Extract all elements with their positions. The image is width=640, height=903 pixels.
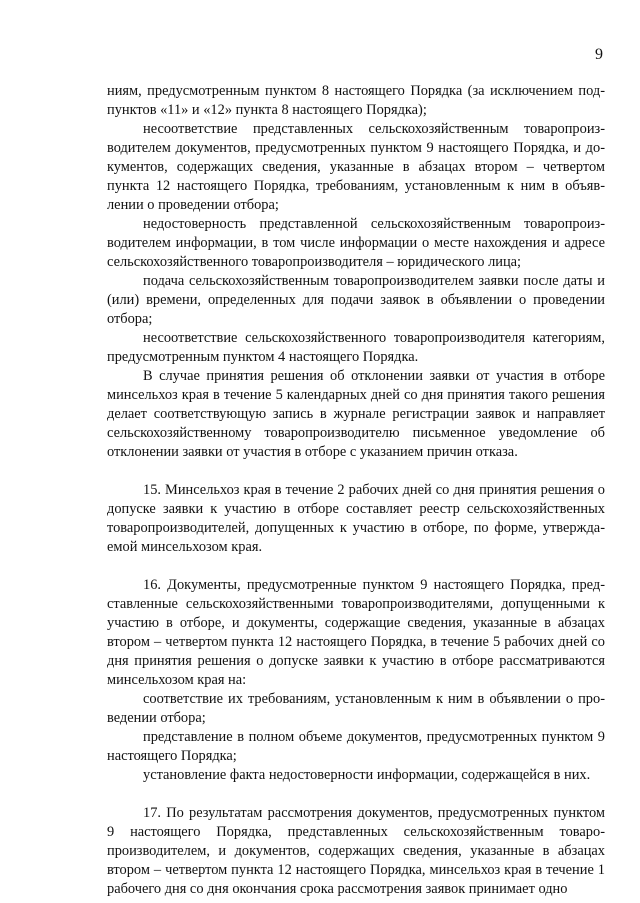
paragraph-completeness: представление в полном объеме документов, предусмотренных пунктом 9 настоящего Порядка; [107,729,605,764]
paragraph-continuation: ниям, предусмотренным пунктом 8 настоящего Порядка (за исключением подпунктов «11» и «12» пункта 8 настоящего Порядка); [107,83,605,118]
paragraph-clause-17: 17. По результатам рассмотрения документов, предусмотренных пунктом 9 настоящего Порядка, представленных сельскохозяйственным товаропроизводителем, и документов, содержащих сведения, указанные в абзацах втором – четвертом пункта 12 настоящего Порядка, минсельхоз края в течение 1 рабочего дня со дня окончания срока рассмотрения заявок принимает одно [107,805,605,897]
paragraph-clause-16: 16. Документы, предусмотренные пунктом 9 настоящего Порядка, представленные сельскохозяйственными товаропроизводителями, допущенными к участию в отборе, и документы, содержащие сведения, указанные в абзацах втором – четвертом пункта 12 настоящего Порядка, в течение 5 рабочих дней со дня принятия решения о допуске заявки к участию в отборе рассматриваются минсельхозом края на: [107,577,605,688]
paragraph-late-submission: подача сельскохозяйственным товаропроизводителем заявки после даты и (или) времени, определенных для подачи заявок в объявлении о проведении отбора; [107,273,605,327]
paragraph-category-mismatch: несоответствие сельскохозяйственного товаропроизводителя категориям, предусмотренным пунктом 4 настоящего Порядка. [107,330,605,365]
paragraph-false-information: недостоверность представленной сельскохозяйственным товаропроизводителем информации, в том числе информации о месте нахождения и адресе сельскохозяйственного товаропроизводителя – юридического лица; [107,216,605,270]
paragraph-clause-15: 15. Минсельхоз края в течение 2 рабочих дней со дня принятия решения о допуске заявки к участию в отборе составляет реестр сельскохозяйственных товаропроизводителей, допущенных к участию в отборе, по форме, утверждаемой минсельхозом края. [107,482,605,555]
paragraph-compliance: соответствие их требованиям, установленным к ним в объявлении о проведении отбора; [107,691,605,726]
paragraph-document-mismatch: несоответствие представленных сельскохозяйственным товаропроизводителем документов, предусмотренных пунктом 9 настоящего Порядка, и документов, содержащих сведения, указанные в абзацах втором – четвертом пункта 12 настоящего Порядка, требованиям, установленным к ним в объявлении о проведении отбора; [107,121,605,213]
document-body [107,82,605,899]
paragraph-rejection-notice: В случае принятия решения об отклонении заявки от участия в отборе минсельхоз края в течение 5 календарных дней со дня принятия такого решения делает соответствующую запись в журнале регистрации заявок и направляет сельскохозяйственному товаропроизводителю письменное уведомление об отклонении заявки от участия в отборе с указанием причин отказа. [107,368,605,460]
page-number: 9 [595,46,603,63]
paragraph-false-fact: установление факта недостоверности информации, содержащейся в них. [143,767,591,783]
